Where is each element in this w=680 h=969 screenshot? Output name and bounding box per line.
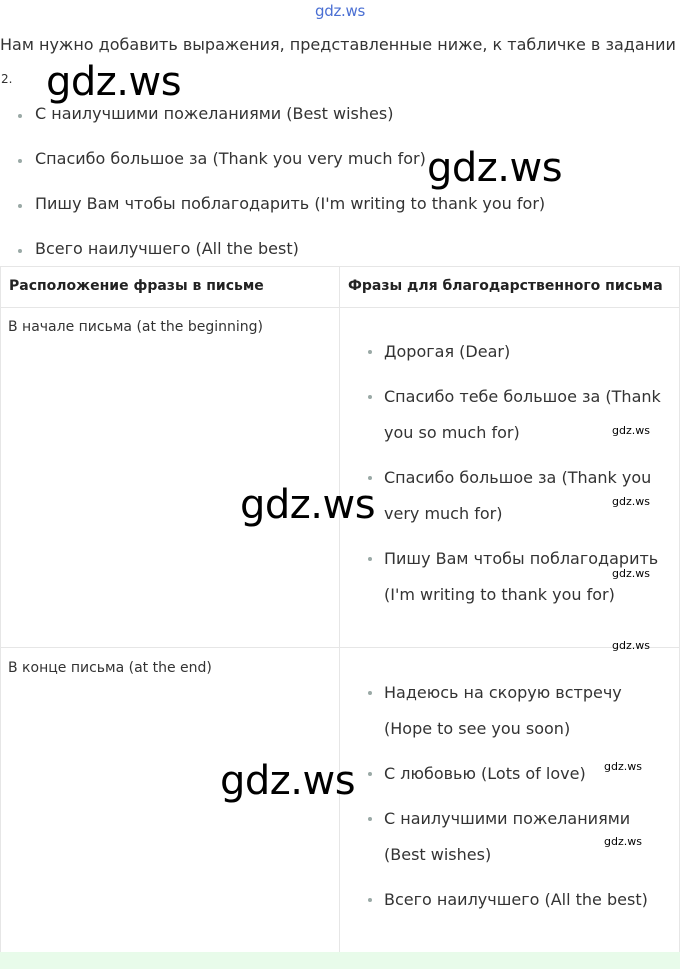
phrase-line: Спасибо большое за (Thank you (384, 468, 652, 487)
phrase-text: Пишу Вам чтобы поблагодарить (I'm writing to thank you for) (35, 194, 546, 213)
phrase-line: Спасибо тебе большое за (Thank (384, 387, 661, 406)
phrase-text: Всего наилучшего (All the best) (35, 239, 299, 258)
bullet-icon (368, 817, 372, 821)
bullet-icon (368, 350, 372, 354)
list-item (340, 756, 648, 801)
phrase-text: С наилучшими пожеланиями (Best wishes) (35, 104, 394, 123)
phrase-line: Надеюсь на скорую встречу (384, 683, 622, 702)
phrase-text: Спасибо большое за (Thank you very much for) (35, 149, 426, 168)
bullet-icon (368, 691, 372, 695)
table-border (0, 307, 680, 308)
watermark-large: gdz.ws (240, 482, 376, 528)
column-header-position: Расположение фразы в письме (9, 278, 264, 294)
watermark-large: gdz.ws (427, 145, 563, 191)
bullet-icon (368, 898, 372, 902)
cell-list-end (340, 675, 648, 922)
bullet-icon (368, 476, 372, 480)
watermark-small: gdz.ws (612, 495, 650, 508)
watermark-small: gdz.ws (604, 760, 642, 773)
bullet-icon (18, 204, 22, 208)
table-border (0, 647, 680, 648)
list-item (340, 801, 648, 882)
watermark-small: gdz.ws (612, 424, 650, 437)
watermark-large: gdz.ws (220, 758, 356, 804)
phrase-line: Всего наилучшего (All the best) (384, 890, 648, 909)
intro-text: Нам нужно добавить выражения, представленные ниже, к табличке в задании (0, 35, 676, 54)
green-footer-strip (0, 952, 680, 969)
list-item (340, 379, 661, 460)
phrase-line: (I'm writing to thank you for) (384, 585, 615, 604)
list-item (0, 194, 545, 239)
phrase-line: С наилучшими пожеланиями (384, 809, 631, 828)
table-border (0, 266, 680, 267)
row-label-beginning: В начале письма (at the beginning) (8, 319, 263, 335)
phrase-line: very much for) (384, 504, 503, 523)
bullet-icon (368, 395, 372, 399)
bullet-icon (18, 159, 22, 163)
list-item (340, 334, 661, 379)
phrase-list (0, 104, 545, 284)
phrase-line: (Hope to see you soon) (384, 719, 571, 738)
bullet-icon (18, 114, 22, 118)
task-number: 2. (1, 72, 13, 86)
table-border (0, 266, 1, 969)
header-watermark: gdz.ws (315, 2, 365, 20)
phrase-line: Пишу Вам чтобы поблагодарить (384, 549, 659, 568)
watermark-small: gdz.ws (612, 567, 650, 580)
column-header-phrases: Фразы для благодарственного письма (348, 278, 663, 294)
list-item (340, 882, 648, 922)
phrase-line: Дорогая (Dear) (384, 342, 511, 361)
watermark-small: gdz.ws (604, 835, 642, 848)
row-label-end: В конце письма (at the end) (8, 660, 212, 676)
list-item (0, 104, 545, 149)
phrase-line: С любовью (Lots of love) (384, 764, 586, 783)
bullet-icon (368, 772, 372, 776)
list-item (340, 541, 661, 622)
watermark-large: gdz.ws (46, 59, 182, 105)
phrase-line: (Best wishes) (384, 845, 492, 864)
bullet-icon (368, 557, 372, 561)
list-item (340, 675, 648, 756)
bullet-icon (18, 249, 22, 253)
phrase-line: you so much for) (384, 423, 520, 442)
phrases-table (0, 266, 680, 969)
watermark-small: gdz.ws (612, 639, 650, 652)
